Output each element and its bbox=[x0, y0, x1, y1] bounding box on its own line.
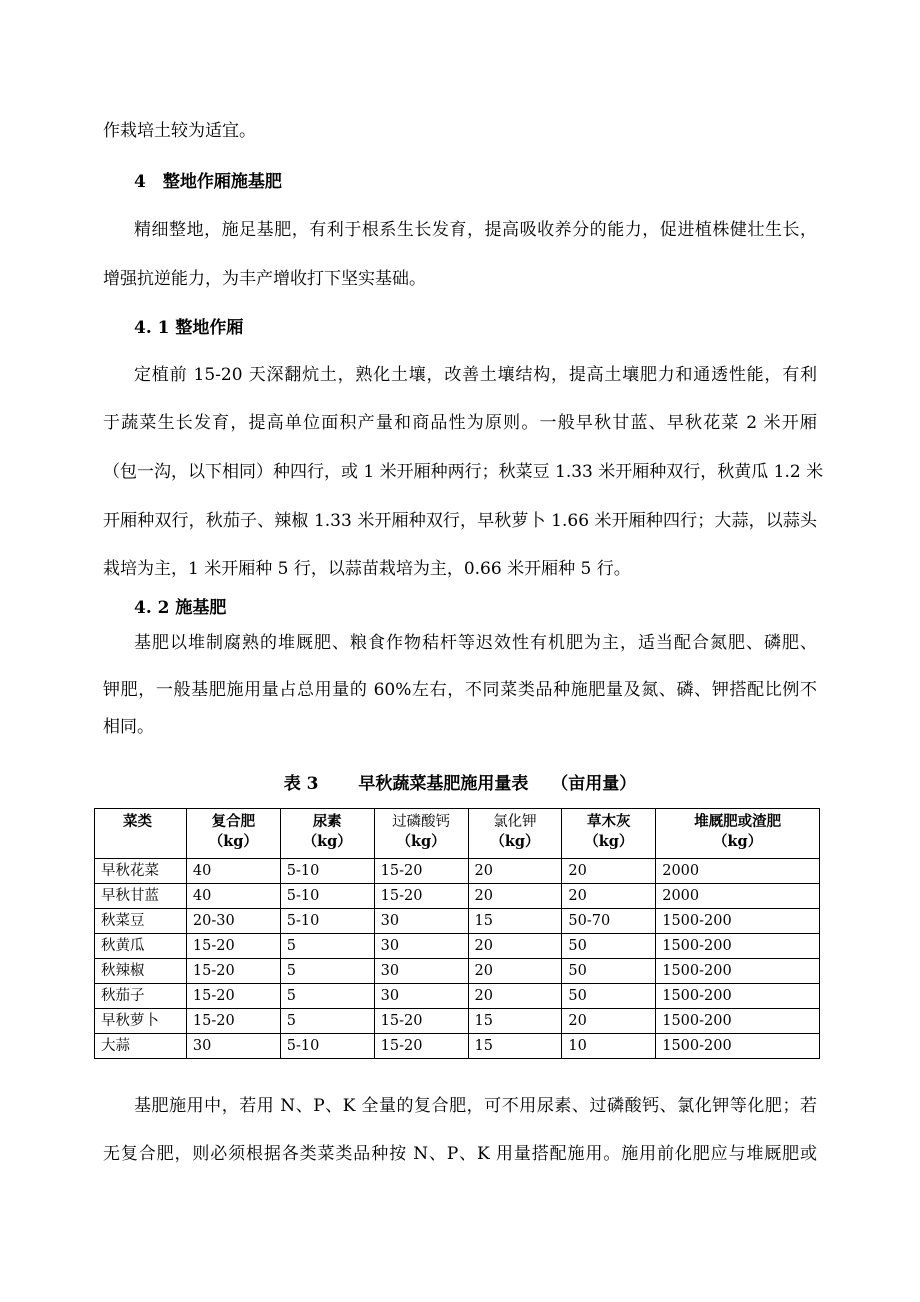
cell-value: 15-20 bbox=[186, 959, 280, 984]
cell-value: 2000 bbox=[656, 884, 820, 909]
table-row bbox=[95, 884, 820, 909]
paragraph-line: 精细整地，施足基肥，有利于根系生长发育，提高吸收养分的能力，促进植株健壮生长， bbox=[134, 220, 817, 240]
cell-value: 15-20 bbox=[374, 884, 468, 909]
cell-value: 1500-200 bbox=[656, 1009, 820, 1034]
paragraph-line: 基肥以堆制腐熟的堆厩肥、粮食作物秸杆等迟效性有机肥为主，适当配合氮肥、磷肥、 bbox=[134, 633, 817, 653]
cell-value: 20 bbox=[468, 934, 562, 959]
header-plant-ash: 草木灰 （kg） bbox=[562, 809, 656, 859]
table-row bbox=[95, 859, 820, 884]
paragraph-line: 定植前 15-20 天深翻炕土，熟化土壤，改善土壤结构，提高土壤肥力和通透性能，有利 bbox=[134, 365, 817, 385]
header-superphosphate: 过磷酸钙 （kg） bbox=[374, 809, 468, 859]
cell-value: 15 bbox=[468, 1034, 562, 1059]
cell-value: 30 bbox=[186, 1034, 280, 1059]
paragraph-line: 基肥施用中，若用 N、P、K 全量的复合肥，可不用尿素、过磷酸钙、氯化钾等化肥；若 bbox=[134, 1096, 817, 1116]
cell-value: 1500-200 bbox=[656, 1034, 820, 1059]
cell-value: 30 bbox=[374, 984, 468, 1009]
cell-vegetable: 秋茄子 bbox=[95, 984, 187, 1009]
table-row bbox=[95, 1034, 820, 1059]
cell-vegetable: 大蒜 bbox=[95, 1034, 187, 1059]
cell-value: 20 bbox=[468, 984, 562, 1009]
cell-value: 20 bbox=[562, 1009, 656, 1034]
header-compound-fertilizer: 复合肥 （kg） bbox=[186, 809, 280, 859]
table-row bbox=[95, 1009, 820, 1034]
cell-vegetable: 秋辣椒 bbox=[95, 959, 187, 984]
cell-value: 10 bbox=[562, 1034, 656, 1059]
cell-value: 1500-200 bbox=[656, 909, 820, 934]
cell-value: 20 bbox=[562, 884, 656, 909]
cell-vegetable: 早秋花菜 bbox=[95, 859, 187, 884]
cell-value: 50 bbox=[562, 959, 656, 984]
cell-value: 5-10 bbox=[280, 1034, 374, 1059]
paragraph-line: 相同。 bbox=[103, 717, 154, 737]
table-row bbox=[95, 909, 820, 934]
section-heading-4-2: 4. 2 施基肥 bbox=[134, 598, 227, 618]
cell-value: 1500-200 bbox=[656, 934, 820, 959]
cell-value: 5 bbox=[280, 959, 374, 984]
cell-value: 15-20 bbox=[186, 934, 280, 959]
table-row bbox=[95, 959, 820, 984]
cell-value: 20 bbox=[468, 959, 562, 984]
cell-value: 5-10 bbox=[280, 909, 374, 934]
cell-value: 5-10 bbox=[280, 884, 374, 909]
cell-value: 30 bbox=[374, 934, 468, 959]
header-vegetable: 菜类 bbox=[95, 809, 187, 859]
cell-value: 15 bbox=[468, 909, 562, 934]
paragraph-line: 钾肥，一般基肥施用量占总用量的 60%左右，不同菜类品种施肥量及氮、磷、钾搭配比例不 bbox=[103, 680, 817, 700]
cell-value: 50 bbox=[562, 934, 656, 959]
cell-value: 15-20 bbox=[186, 984, 280, 1009]
header-manure: 堆厩肥或渣肥 （kg） bbox=[656, 809, 820, 859]
table-row bbox=[95, 984, 820, 1009]
cell-value: 40 bbox=[186, 859, 280, 884]
cell-value: 5 bbox=[280, 984, 374, 1009]
paragraph-line: 增强抗逆能力，为丰产增收打下坚实基础。 bbox=[103, 269, 426, 289]
paragraph-line: 于蔬菜生长发育，提高单位面积产量和商品性为原则。一般早秋甘蓝、早秋花菜 2 米开厢 bbox=[103, 413, 817, 433]
cell-value: 5-10 bbox=[280, 859, 374, 884]
cell-value: 1500-200 bbox=[656, 959, 820, 984]
cell-vegetable: 早秋萝卜 bbox=[95, 1009, 187, 1034]
paragraph-line: 无复合肥，则必须根据各类菜类品种按 N、P、K 用量搭配施用。施用前化肥应与堆厩肥或 bbox=[103, 1144, 817, 1164]
header-urea: 尿素 （kg） bbox=[280, 809, 374, 859]
cell-value: 15-20 bbox=[374, 1009, 468, 1034]
section-heading-4: 4 整地作厢施基肥 bbox=[134, 172, 282, 192]
cell-value: 20 bbox=[562, 859, 656, 884]
cell-value: 30 bbox=[374, 909, 468, 934]
fertilizer-table bbox=[94, 808, 820, 1059]
cell-value: 20-30 bbox=[186, 909, 280, 934]
cell-vegetable: 秋黄瓜 bbox=[95, 934, 187, 959]
paragraph-line: （包一沟，以下相同）种四行，或 1 米开厢种两行；秋菜豆 1.33 米开厢种双行，秋黄瓜 1.2 米 bbox=[103, 462, 824, 482]
cell-vegetable: 秋菜豆 bbox=[95, 909, 187, 934]
cell-value: 50-70 bbox=[562, 909, 656, 934]
cell-value: 30 bbox=[374, 959, 468, 984]
table-header-row bbox=[95, 809, 820, 859]
cell-value: 15-20 bbox=[374, 1034, 468, 1059]
cell-value: 2000 bbox=[656, 859, 820, 884]
cell-value: 15-20 bbox=[186, 1009, 280, 1034]
paragraph-line: 栽培为主，1 米开厢种 5 行，以蒜苗栽培为主，0.66 米开厢种 5 行。 bbox=[103, 559, 631, 579]
cell-value: 15-20 bbox=[374, 859, 468, 884]
cell-value: 5 bbox=[280, 1009, 374, 1034]
paragraph-line: 开厢种双行，秋茄子、辣椒 1.33 米开厢种双行，早秋萝卜 1.66 米开厢种四行；大蒜，以蒜头 bbox=[103, 511, 817, 531]
header-potassium-chloride: 氯化钾 （kg） bbox=[468, 809, 562, 859]
paragraph-line: 作栽培土较为适宜。 bbox=[103, 121, 256, 141]
section-heading-4-1: 4. 1 整地作厢 bbox=[134, 318, 244, 338]
table-caption: 表 3 早秋蔬菜基肥施用量表 （亩用量） bbox=[283, 774, 637, 794]
cell-value: 1500-200 bbox=[656, 984, 820, 1009]
cell-value: 5 bbox=[280, 934, 374, 959]
cell-value: 50 bbox=[562, 984, 656, 1009]
cell-value: 15 bbox=[468, 1009, 562, 1034]
cell-value: 20 bbox=[468, 859, 562, 884]
cell-value: 20 bbox=[468, 884, 562, 909]
table-row bbox=[95, 934, 820, 959]
cell-value: 40 bbox=[186, 884, 280, 909]
cell-vegetable: 早秋甘蓝 bbox=[95, 884, 187, 909]
